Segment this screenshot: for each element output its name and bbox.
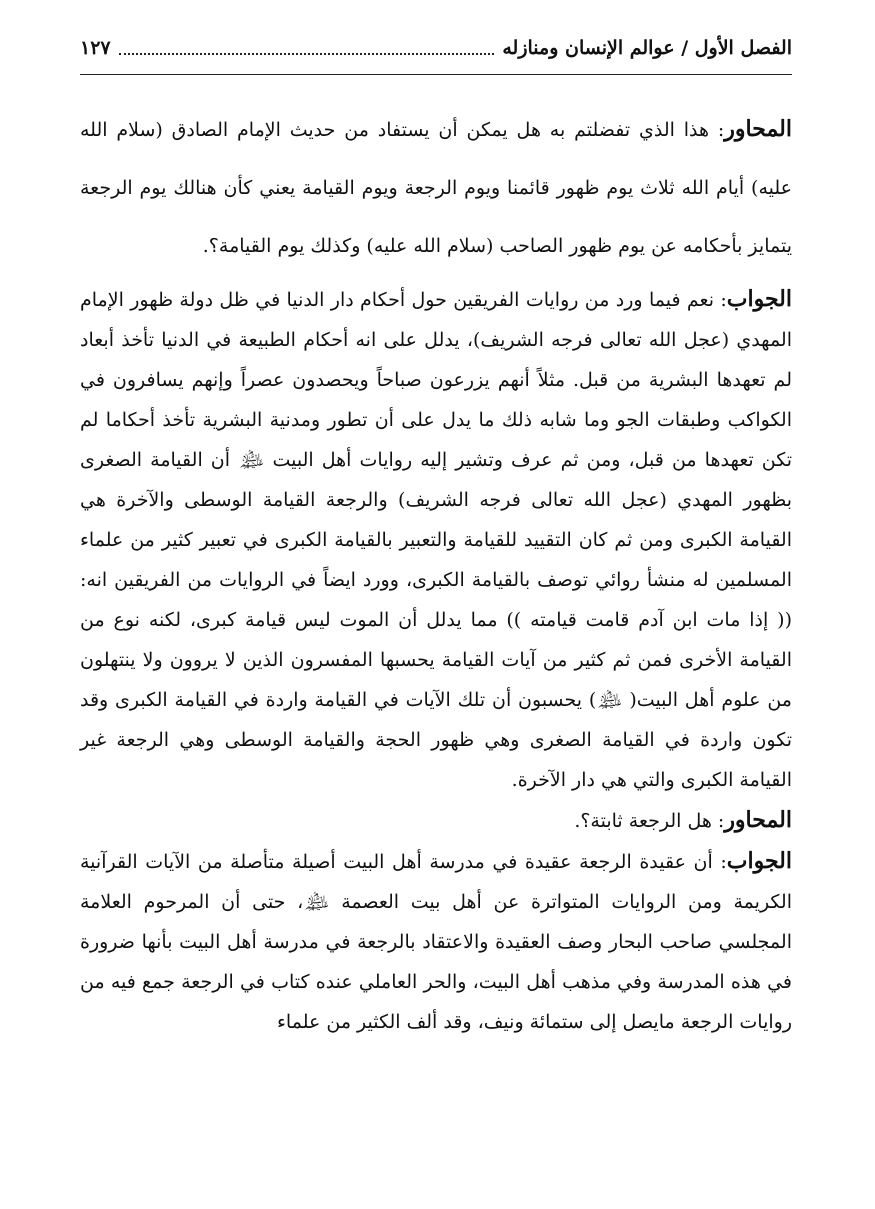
speaker-label: المحاور: [724, 116, 792, 142]
speaker-colon: :: [714, 289, 727, 311]
speaker-label: الجواب: [726, 848, 792, 874]
page-number: ١٢٧: [80, 37, 111, 59]
paragraph: [80, 800, 792, 841]
paragraph-text: هذا الذي تفضلتم به هل يمكن أن يستفاد من حديث الإمام الصادق (سلام الله عليه) أيام الله ثلاث يوم ظهور قائمنا ويوم الرجعة ويوم القيامة يعني كأن هنالك يوم الرجعة يتمايز بأحكامه عن يوم ظهور الصاحب (سلام الله عليه) وكذلك يوم القيامة؟.: [80, 119, 792, 257]
speaker-colon: :: [711, 810, 725, 832]
chapter-title: الفصل الأول / عوالم الإنسان ومنازله: [502, 37, 792, 59]
paragraph: [80, 841, 792, 1042]
paragraph-text: أن عقيدة الرجعة عقيدة في مدرسة أهل البيت أصيلة متأصلة من الآيات القرآنية الكريمة ومن الروايات المتواترة عن أهل بيت العصمة ﵈، حتى أن المرحوم العلامة المجلسي صاحب البحار وصف العقيدة والاعتقاد بالرجعة في مدرسة أهل البيت بأنها ضرورة في هذه المدرسة وفي مذهب أهل البيت، والحر العاملي عنده كتاب في الرجعة جمع فيه من روايات الرجعة مايصل إلى ستمائة ونيف، وقد ألف الكثير من علماء: [80, 851, 792, 1033]
header-dot-leader: [119, 53, 495, 55]
paragraph: [80, 279, 792, 800]
speaker-label: المحاور: [724, 807, 792, 833]
paragraph: [80, 100, 792, 275]
speaker-colon: :: [712, 851, 727, 873]
document-body: [80, 100, 792, 1042]
paragraph-text: هل الرجعة ثابتة؟.: [574, 810, 712, 832]
speaker-colon: :: [709, 119, 725, 141]
speaker-label: الجواب: [726, 286, 792, 312]
header-rule: [80, 74, 792, 75]
paragraph-text: نعم فيما ورد من روايات الفريقين حول أحكام دار الدنيا في ظل دولة ظهور الإمام المهدي (عجل الله تعالى فرجه الشريف)، يدلل على انه أحكام الطبيعة في الدنيا تأخذ أبعاد لم تعهدها البشرية من قبل. مثلاً أنهم يزرعون صباحاً ويحصدون عصراً وإنهم يسافرون في الكواكب وطبقات الجو وما شابه ذلك ما يدل على أن تطور ومدنية البشرية تأخذ أحكاما لم تكن تعهدها من قبل، ومن ثم عرف وتشير إليه روايات أهل البيت ﵈ أن القيامة الصغرى بظهور المهدي (عجل الله تعالى فرجه الشريف) والرجعة القيامة الوسطى والآخرة هي القيامة الكبرى ومن ثم كان التقييد للقيامة والتعبير بالقيامة الكبرى في تعبير كثير من علماء المسلمين له منشأ روائي توصف بالقيامة الكبرى، وورد ايضاً في الروايات من الفريقين انه: (( إذا مات ابن آدم قامت قيامته )) مما يدلل أن الموت ليس قيامة كبرى، لكنه نوع من القيامة الأخرى فمن ثم كثير من آيات القيامة يحسبها المفسرون الذين لا يروون ولا ينتهلون من علوم أهل البيت( ﵈) يحسبون أن تلك الآيات في القيامة واردة في القيامة الكبرى وقد تكون واردة في القيامة الصغرى وهي ظهور الحجة والقيامة الوسطى وهي الرجعة غير القيامة الكبرى والتي هي دار الآخرة.: [80, 289, 792, 791]
running-header: [80, 28, 792, 68]
